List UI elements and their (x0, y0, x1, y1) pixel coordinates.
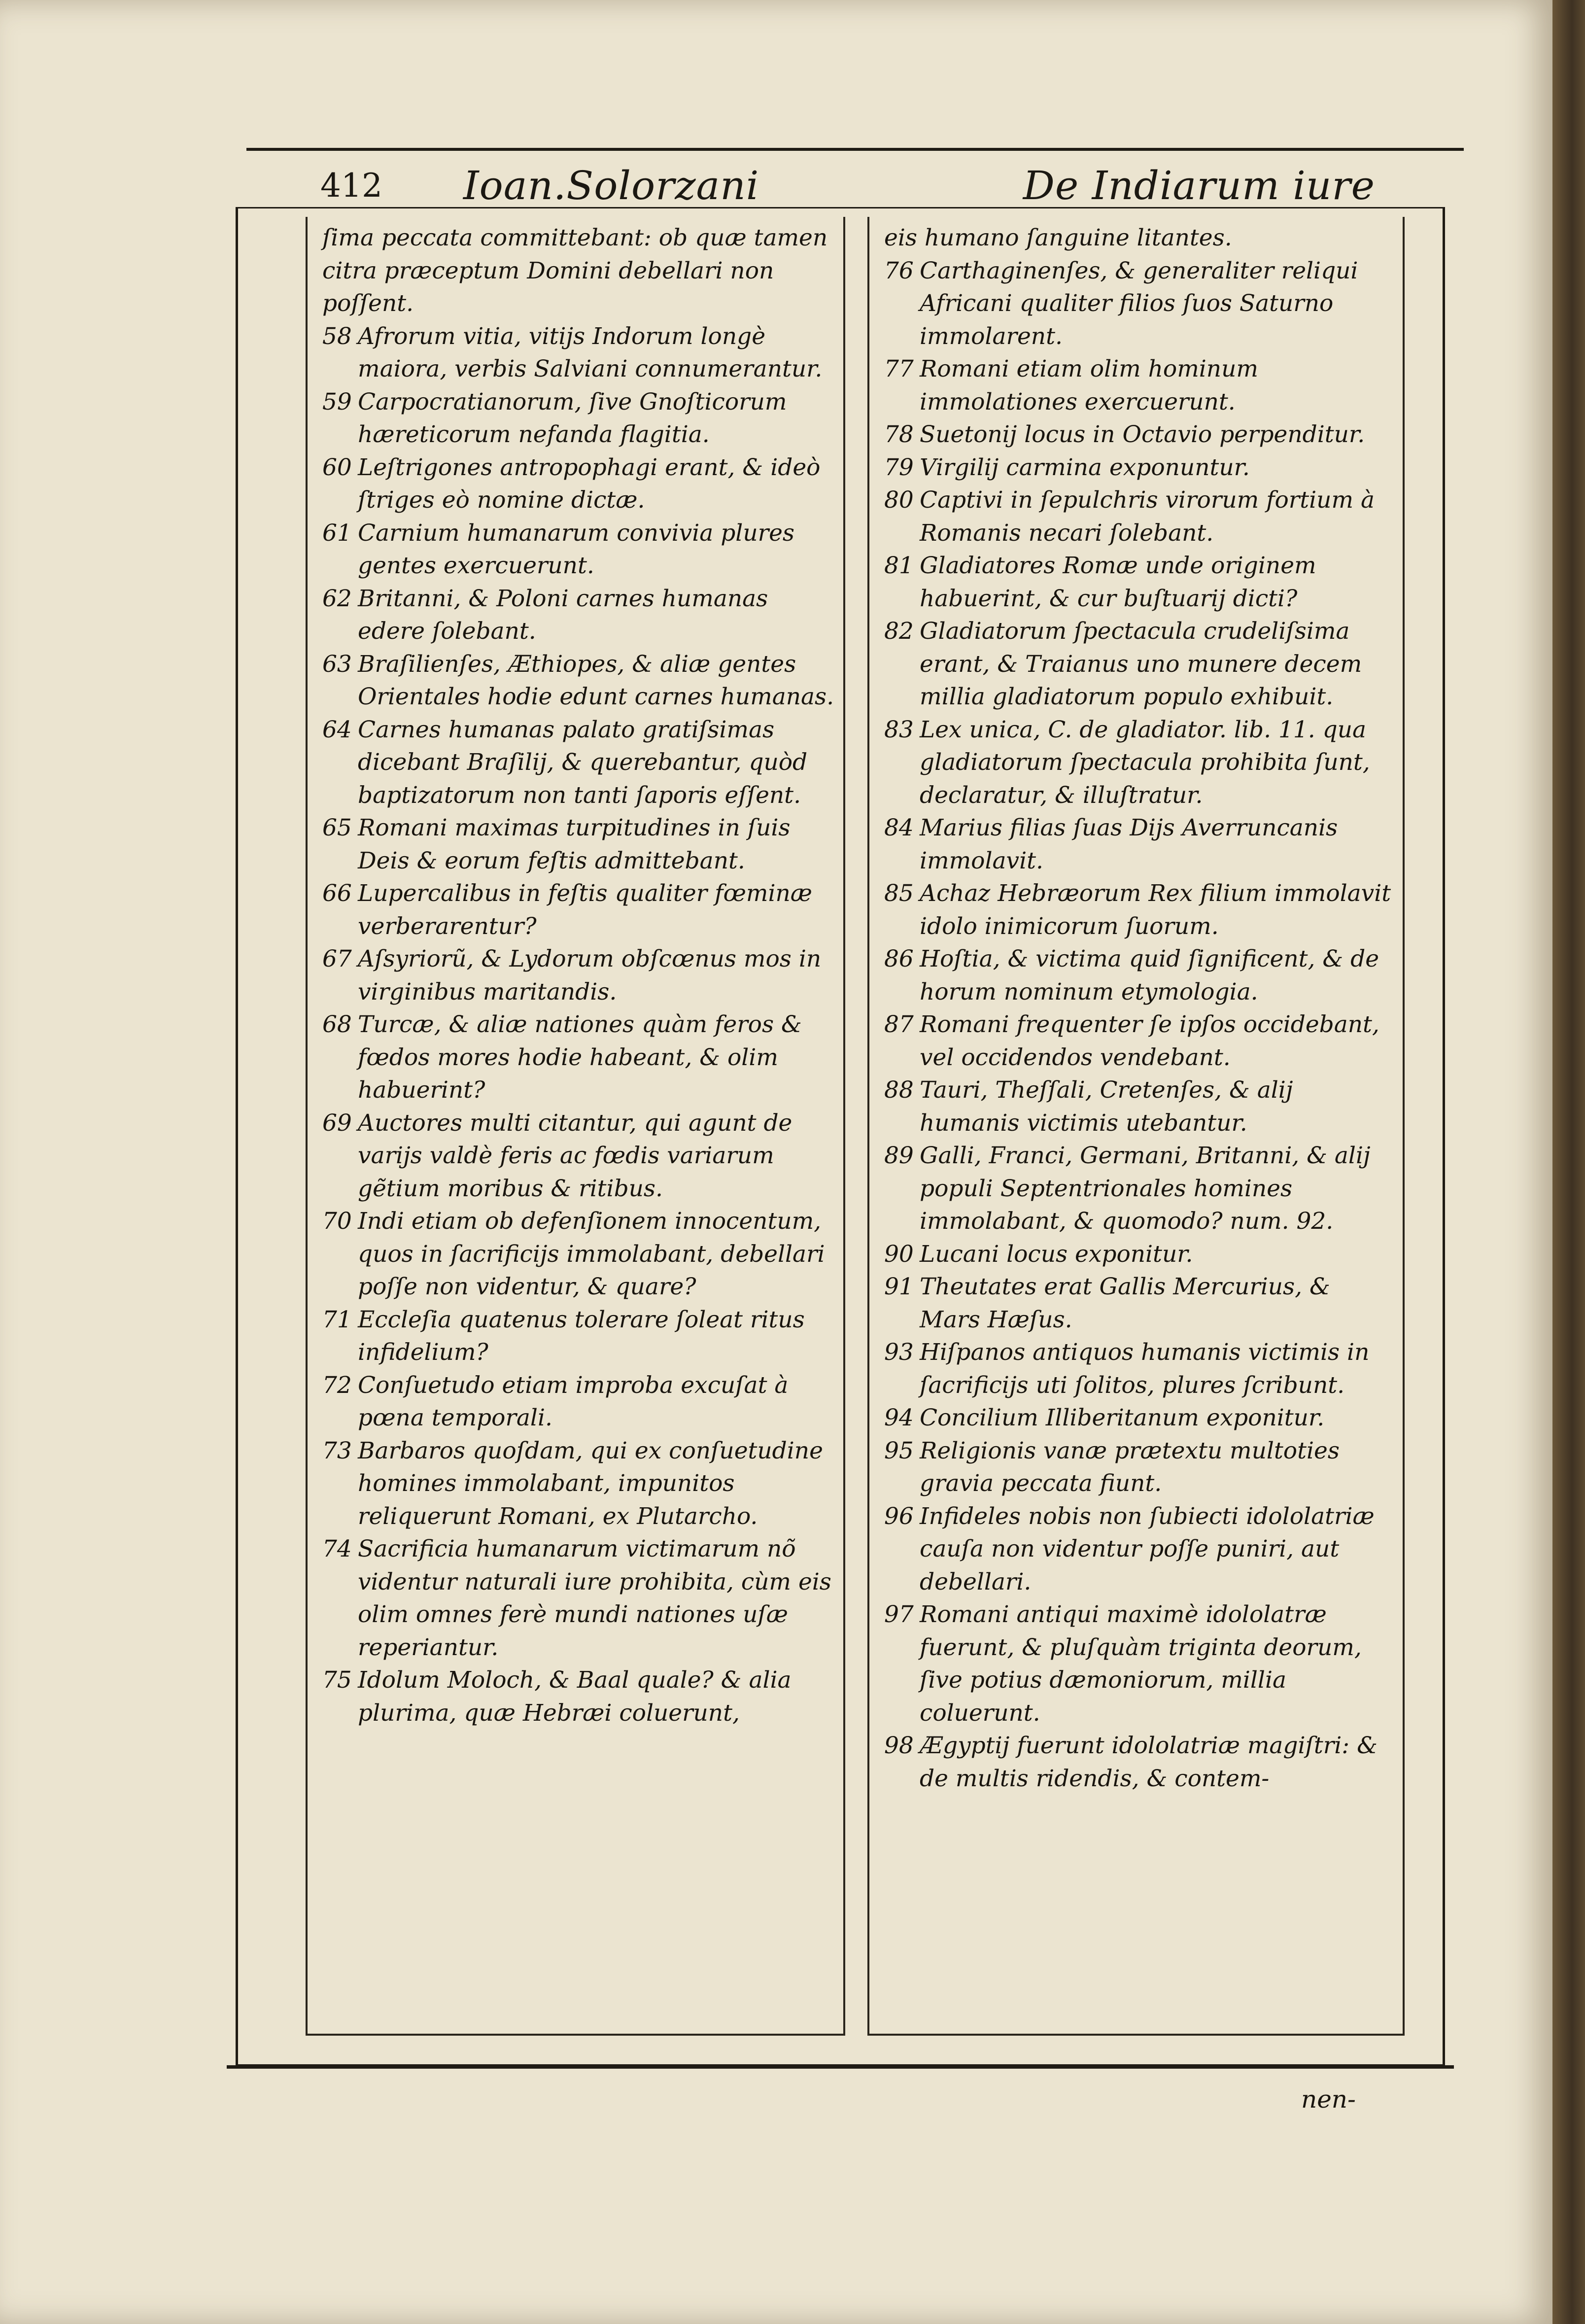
index-entry (884, 714, 1395, 812)
entry-text: Conſuetudo etiam improba excuſat à pœna temporali. (358, 1371, 789, 1431)
entry-number: 85 (884, 880, 914, 907)
entry-text: Indi etiam ob defenſionem innocentum, quos in ſacrificijs immolabant, debellari poſſe non videntur, & quare? (358, 1208, 825, 1300)
index-entry (322, 451, 835, 517)
entry-number: 59 (322, 388, 352, 416)
entry-text: Lucani locus exponitur. (920, 1240, 1193, 1268)
index-entry (884, 222, 1395, 255)
entry-text: Carnium humanarum convivia plures gentes exercuerunt. (358, 519, 795, 579)
index-entry (322, 714, 835, 812)
top-rule (246, 148, 1464, 151)
entry-number: 67 (322, 945, 352, 972)
entry-text: eis humano ſanguine litantes. (884, 224, 1232, 251)
entry-text: Gladiatores Romæ unde originem habuerint, & cur buſtuarij dicti? (920, 552, 1316, 612)
index-entry (884, 1238, 1395, 1271)
entry-number: 78 (884, 421, 914, 448)
entry-text: Marius filias ſuas Dijs Averruncanis immolavit. (920, 814, 1338, 874)
entry-text: Auctores multi citantur, qui agunt de varijs valdè feris ac fœdis variarum gẽtium moribus & ritibus. (358, 1109, 792, 1202)
index-entry (884, 484, 1395, 550)
entry-number: 77 (884, 355, 914, 382)
entry-number: 62 (322, 585, 352, 612)
entry-text: Carnes humanas palato gratiſsimas dicebant Braſilij, & querebantur, quòd baptizatorum non tanti ſaporis eſſent. (358, 716, 808, 809)
index-entry (322, 1664, 835, 1730)
entry-text: Idolum Moloch, & Baal quale? & alia plurima, quæ Hebræi coluerunt, (358, 1666, 792, 1727)
entry-number: 98 (884, 1732, 914, 1759)
entry-number: 61 (322, 519, 352, 547)
entry-text: Britanni, & Poloni carnes humanas edere ſolebant. (358, 585, 768, 645)
index-entry (884, 353, 1395, 418)
entry-number: 72 (322, 1371, 352, 1399)
entry-number: 82 (884, 618, 914, 645)
entry-number: 84 (884, 814, 914, 841)
entry-text: Romani maximas turpitudines in ſuis Deis & eorum feſtis admittebant. (358, 814, 791, 874)
index-entry (322, 1369, 835, 1435)
index-entry (322, 1533, 835, 1664)
entry-text: Lupercalibus in feſtis qualiter fœminæ verberarentur? (358, 880, 812, 940)
entry-number: 70 (322, 1208, 352, 1235)
index-entry (322, 583, 835, 648)
index-entry (322, 1008, 835, 1107)
index-entry (322, 648, 835, 714)
index-entry (884, 1271, 1395, 1336)
index-entry (884, 1008, 1395, 1074)
index-entry (322, 877, 835, 943)
entry-text: Hoſtia, & victima quid ſignificent, & de horum nominum etymologia. (920, 945, 1379, 1006)
left-column (306, 217, 845, 2036)
entry-text: Gladiatorum ſpectacula crudeliſsima erant, & Traianus uno munere decem millia gladiatorum populo exhibuit. (920, 618, 1362, 710)
index-entry (884, 1730, 1395, 1795)
right-column-entries (884, 222, 1395, 1795)
entry-number: 71 (322, 1306, 352, 1333)
right-column (867, 217, 1405, 2036)
entry-text: Infideles nobis non ſubiecti idololatriæ cauſa non videntur poſſe puniri, aut debellari. (920, 1502, 1375, 1596)
index-entry (322, 1205, 835, 1304)
entry-number: 86 (884, 945, 914, 972)
entry-text: Romani frequenter ſe ipſos occidebant, vel occidendos vendebant. (920, 1011, 1379, 1071)
entry-text: Religionis vanæ prætextu multoties gravia peccata fiunt. (920, 1437, 1340, 1497)
index-entry (322, 1304, 835, 1369)
entry-text: Hiſpanos antiquos humanis victimis in ſacrificijs uti ſolitos, plures ſcribunt. (920, 1339, 1370, 1399)
entry-number: 89 (884, 1142, 914, 1169)
entry-number: 75 (322, 1666, 352, 1694)
index-entry (884, 1140, 1395, 1238)
index-entry (884, 418, 1395, 451)
entry-number: 63 (322, 650, 352, 678)
entry-text: Lex unica, C. de gladiator. lib. 11. qua gladiatorum ſpectacula prohibita ſunt, declaratur, & illuſtratur. (920, 716, 1370, 809)
entry-number: 64 (322, 716, 352, 743)
entry-text: Suetonij locus in Octavio perpenditur. (920, 421, 1365, 448)
entry-number: 73 (322, 1437, 352, 1464)
entry-number: 91 (884, 1273, 914, 1300)
index-entry (884, 1336, 1395, 1402)
entry-text: Turcæ, & aliæ nationes quàm feros & fœdos mores hodie habeant, & olim habuerint? (358, 1011, 802, 1104)
index-entry (884, 1500, 1395, 1599)
entry-number: 58 (322, 322, 352, 350)
index-entry (884, 550, 1395, 615)
index-entry (884, 255, 1395, 353)
entry-number: 76 (884, 257, 914, 284)
entry-text: Barbaros quoſdam, qui ex conſuetudine homines immolabant, impunitos reliquerunt Romani, ex Plutarcho. (358, 1437, 823, 1530)
entry-number: 83 (884, 716, 914, 743)
entry-text: Achaz Hebræorum Rex filium immolavit idolo inimicorum ſuorum. (920, 880, 1391, 940)
book-edge (1552, 0, 1585, 2324)
index-entry (322, 1107, 835, 1206)
entry-text: ſima peccata committebant: ob quæ tamen citra præceptum Domini debellari non poſſent. (322, 224, 828, 317)
index-entry (322, 386, 835, 451)
index-entry (884, 615, 1395, 714)
running-title-author: Ioan.Solorzani (463, 163, 759, 208)
entry-number: 87 (884, 1011, 914, 1038)
entry-number: 74 (322, 1535, 352, 1562)
entry-number: 60 (322, 453, 352, 481)
entry-text: Virgilij carmina exponuntur. (920, 453, 1250, 481)
entry-text: Afrorum vitia, vitijs Indorum longè maiora, verbis Salviani connumerantur. (358, 322, 823, 382)
entry-number: 93 (884, 1339, 914, 1366)
running-title-work: De Indiarum iure (1023, 163, 1375, 208)
page-number: 412 (320, 167, 382, 205)
entry-number: 80 (884, 486, 914, 514)
entry-text: Sacrificia humanarum victimarum nõ videntur naturali iure prohibita, cùm eis olim omnes ferè mundi nationes uſæ reperiantur. (358, 1535, 831, 1661)
entry-text: Theutates erat Gallis Mercurius, & Mars Hæſus. (920, 1273, 1330, 1333)
entry-text: Braſilienſes, Æthiopes, & aliæ gentes Orientales hodie edunt carnes humanas. (358, 650, 834, 710)
catchword: nen- (1301, 2085, 1356, 2114)
entry-number: 68 (322, 1011, 352, 1038)
entry-number: 94 (884, 1404, 914, 1431)
index-entry (884, 1598, 1395, 1730)
entry-text: Concilium Illiberitanum exponitur. (920, 1404, 1325, 1431)
index-entry (884, 943, 1395, 1008)
left-column-entries (322, 222, 835, 1730)
entry-number: 66 (322, 880, 352, 907)
entry-text: Eccleſia quatenus tolerare ſoleat ritus infidelium? (358, 1306, 805, 1366)
index-entry (884, 1435, 1395, 1500)
entry-number: 69 (322, 1109, 352, 1137)
entry-number: 81 (884, 552, 914, 579)
entry-number: 95 (884, 1437, 914, 1464)
entry-number: 97 (884, 1601, 914, 1628)
index-entry (322, 517, 835, 583)
bottom-rule (227, 2065, 1454, 2069)
index-entry (322, 812, 835, 877)
entry-text: Tauri, Theſſali, Cretenſes, & alij humanis victimis utebantur. (920, 1076, 1293, 1137)
index-entry (884, 451, 1395, 485)
entry-text: Leſtrigones antropophagi erant, & ideò ſtriges eò nomine dictæ. (358, 453, 821, 514)
index-entry (884, 1402, 1395, 1435)
index-entry (884, 1074, 1395, 1140)
index-entry (322, 320, 835, 386)
entry-text: Ægyptij fuerunt idololatriæ magiſtri: & de multis ridendis, & contem- (920, 1732, 1378, 1792)
entry-text: Carpocratianorum, ſive Gnoſticorum hæreticorum nefanda flagitia. (358, 388, 787, 448)
entry-text: Romani etiam olim hominum immolationes exercuerunt. (920, 355, 1258, 416)
entry-number: 96 (884, 1502, 914, 1530)
entry-text: Carthaginenſes, & generaliter reliqui Africani qualiter filios ſuos Saturno immolarent. (920, 257, 1358, 350)
entry-number: 79 (884, 453, 914, 481)
entry-text: Aſsyriorũ, & Lydorum obſcœnus mos in virginibus maritandis. (358, 945, 822, 1006)
index-entry (884, 812, 1395, 877)
entry-text: Romani antiqui maximè idololatræ fuerunt, & pluſquàm triginta deorum, ſive potius dæmoniorum, millia coluerunt. (920, 1601, 1362, 1727)
index-entry (884, 877, 1395, 943)
index-entry (322, 943, 835, 1008)
index-entry (322, 1435, 835, 1533)
entry-number: 90 (884, 1240, 914, 1268)
index-entry (322, 222, 835, 320)
entry-number: 65 (322, 814, 352, 841)
entry-text: Galli, Franci, Germani, Britanni, & alij populi Septentrionales homines immolabant, & quomodo? num. 92. (920, 1142, 1371, 1235)
entry-number: 88 (884, 1076, 914, 1104)
entry-text: Captivi in ſepulchris virorum fortium à Romanis necari ſolebant. (920, 486, 1375, 547)
